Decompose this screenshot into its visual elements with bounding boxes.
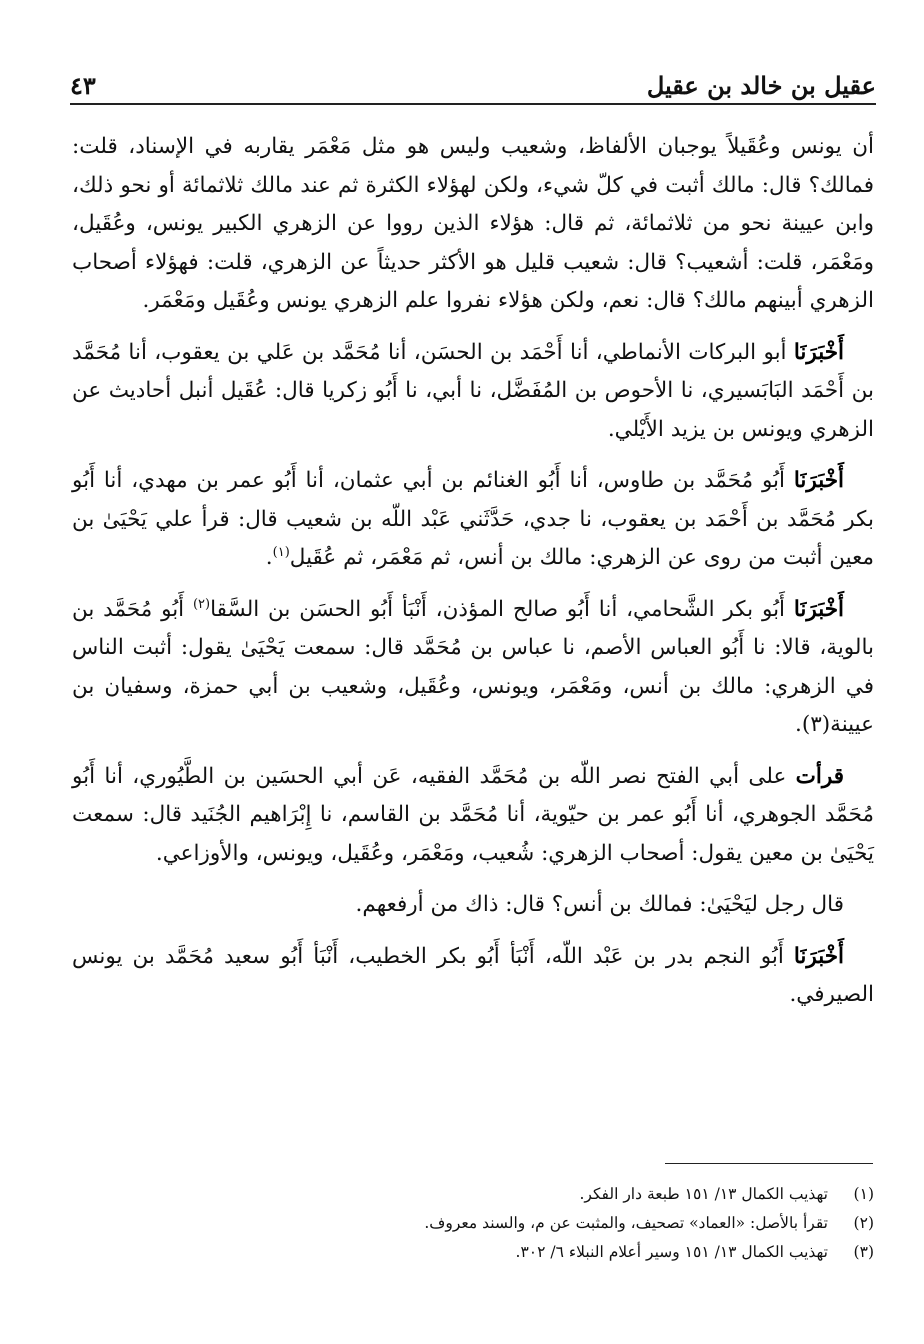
paragraph [72, 128, 874, 321]
footnote-ref: (٢) [192, 596, 211, 612]
paragraph-lead: قرأت [795, 763, 844, 789]
main-text [72, 128, 874, 1015]
paragraph-text: على أبي الفتح نصر اللّه بن مُحَمَّد الفقيه، عَن أبي الحسَين بن الطَّيُوري، أنا أَبُو مُحَمَّد الجوهري، أنا أَبُو عمر بن حيّوية، أنا مُحَمَّد بن القاسم، نا إِبْرَاهيم الجُنَيد قال: سمعت يَحْيَىٰ بن معين يقول: أصحاب الزهري: شُعيب، ومَعْمَر، وعُقَيل، ويونس، والأوزاعي. [72, 763, 874, 866]
page-header [70, 60, 876, 100]
page-number: ٤٣ [70, 71, 96, 100]
footnote-text: تهذيب الكمال ١٣/ ١٥١ وسير أعلام النبلاء ٦/ ٣٠٢. [515, 1243, 828, 1261]
paragraph-lead: أَخْبَرَنَا [793, 943, 844, 969]
paragraph-text: أَبُو بكر الشَّحامي، أنا أَبُو صالح المؤذن، أَنْبَأ أَبُو الحسَن بن السَّقا [210, 596, 794, 622]
footnote [72, 1209, 874, 1238]
paragraph-text: أَبُو النجم بدر بن عَبْد اللّه، أَنْبَأ أَبُو بكر الخطيب، أَنْبَأ أَبُو سعيد مُحَمَّد بن يونس الصيرفي. [72, 943, 874, 1007]
footnote-number: (٣) [853, 1243, 874, 1261]
paragraph-text-after: أَبُو مُحَمَّد بن بالوية، قالا: نا أَبُو العباس الأصم، نا عباس بن مُحَمَّد قال: سمعت يَحْيَىٰ يقول: أثبت الناس في الزهري: مالك بن أنس، ومَعْمَر، ويونس، وعُقَيل، وشعيب بن أبي حمزة، وسفيان بن عيينة(٣). [72, 596, 874, 737]
footnote-text: تهذيب الكمال ١٣/ ١٥١ طبعة دار الفكر. [579, 1185, 828, 1203]
paragraph [72, 938, 874, 1015]
footnotes [72, 1180, 874, 1267]
paragraph-text-after: . [265, 545, 273, 570]
paragraph-text: أبو البركات الأنماطي، أنا أَحْمَد بن الحسَن، أنا مُحَمَّد بن عَلي بن يعقوب، أنا مُحَمَّد بن أَحْمَد البَابَسيري، نا الأحوص بن المُفَضَّل، نا أبي، نا أَبُو زكريا قال: عُقَيل أنبل أحاديث عن الزهري ويونس بن يزيد الأَيْلي. [72, 339, 874, 442]
paragraph [72, 462, 874, 578]
paragraph-text: قال رجل ليَحْيَىٰ: فمالك بن أنس؟ قال: ذاك من أرفعهم. [355, 892, 844, 917]
running-title: عقيل بن خالد بن عقيل [646, 71, 876, 100]
paragraph [72, 886, 874, 925]
paragraph-lead: أَخْبَرَنَا [793, 596, 844, 622]
paragraph [72, 591, 874, 745]
footnote-text: تقرأ بالأصل: «العماد» تصحيف، والمثبت عن م، والسند معروف. [424, 1214, 828, 1232]
footnote [72, 1238, 874, 1267]
paragraph-text: أن يونس وعُقَيلاً يوجبان الألفاظ، وشعيب وليس هو مثل مَعْمَر يقاربه في الإسناد، قلت: فمالك؟ قال: مالك أثبت في كلّ شيء، ولكن لهؤلاء الكثرة ثم عند مالك ثلاثمائة أو نحو ذلك، وابن عيينة نحو من ثلاثمائة، ثم قال: هؤلاء الذين رووا عن الزهري الكبير يونس، وعُقَيل، ومَعْمَر، قلت: أشعيب؟ قال: شعيب قليل هو الأكثر حديثاً عن الزهري، قلت: فهؤلاء أصحاب الزهري أبينهم مالك؟ قال: نعم، ولكن هؤلاء نفروا علم الزهري يونس وعُقَيل ومَعْمَر. [72, 134, 874, 313]
footnote-number: (١) [853, 1185, 874, 1203]
footnote [72, 1180, 874, 1209]
paragraph [72, 758, 874, 874]
paragraph [72, 334, 874, 450]
paragraph-lead: أَخْبَرَنَا [793, 339, 844, 365]
footnote-number: (٢) [853, 1214, 874, 1232]
header-rule [70, 103, 876, 105]
paragraph-lead: أَخْبَرَنَا [793, 468, 844, 493]
footnote-ref: (١) [272, 544, 290, 560]
paragraph-text: أَبُو مُحَمَّد بن طاوس، أنا أَبُو الغنائم بن أبي عثمان، أنا أَبُو عمر بن مهدي، أنا أَبُو بكر مُحَمَّد بن أَحْمَد بن يعقوب، نا جدي، حَدَّثَني عَبْد اللّه بن شعيب قال: قرأ علي يَحْيَىٰ بن معين أثبت من روى عن الزهري: مالك بن أنس، ثم مَعْمَر، ثم عُقَيل [72, 468, 874, 570]
footnote-rule [665, 1163, 873, 1164]
